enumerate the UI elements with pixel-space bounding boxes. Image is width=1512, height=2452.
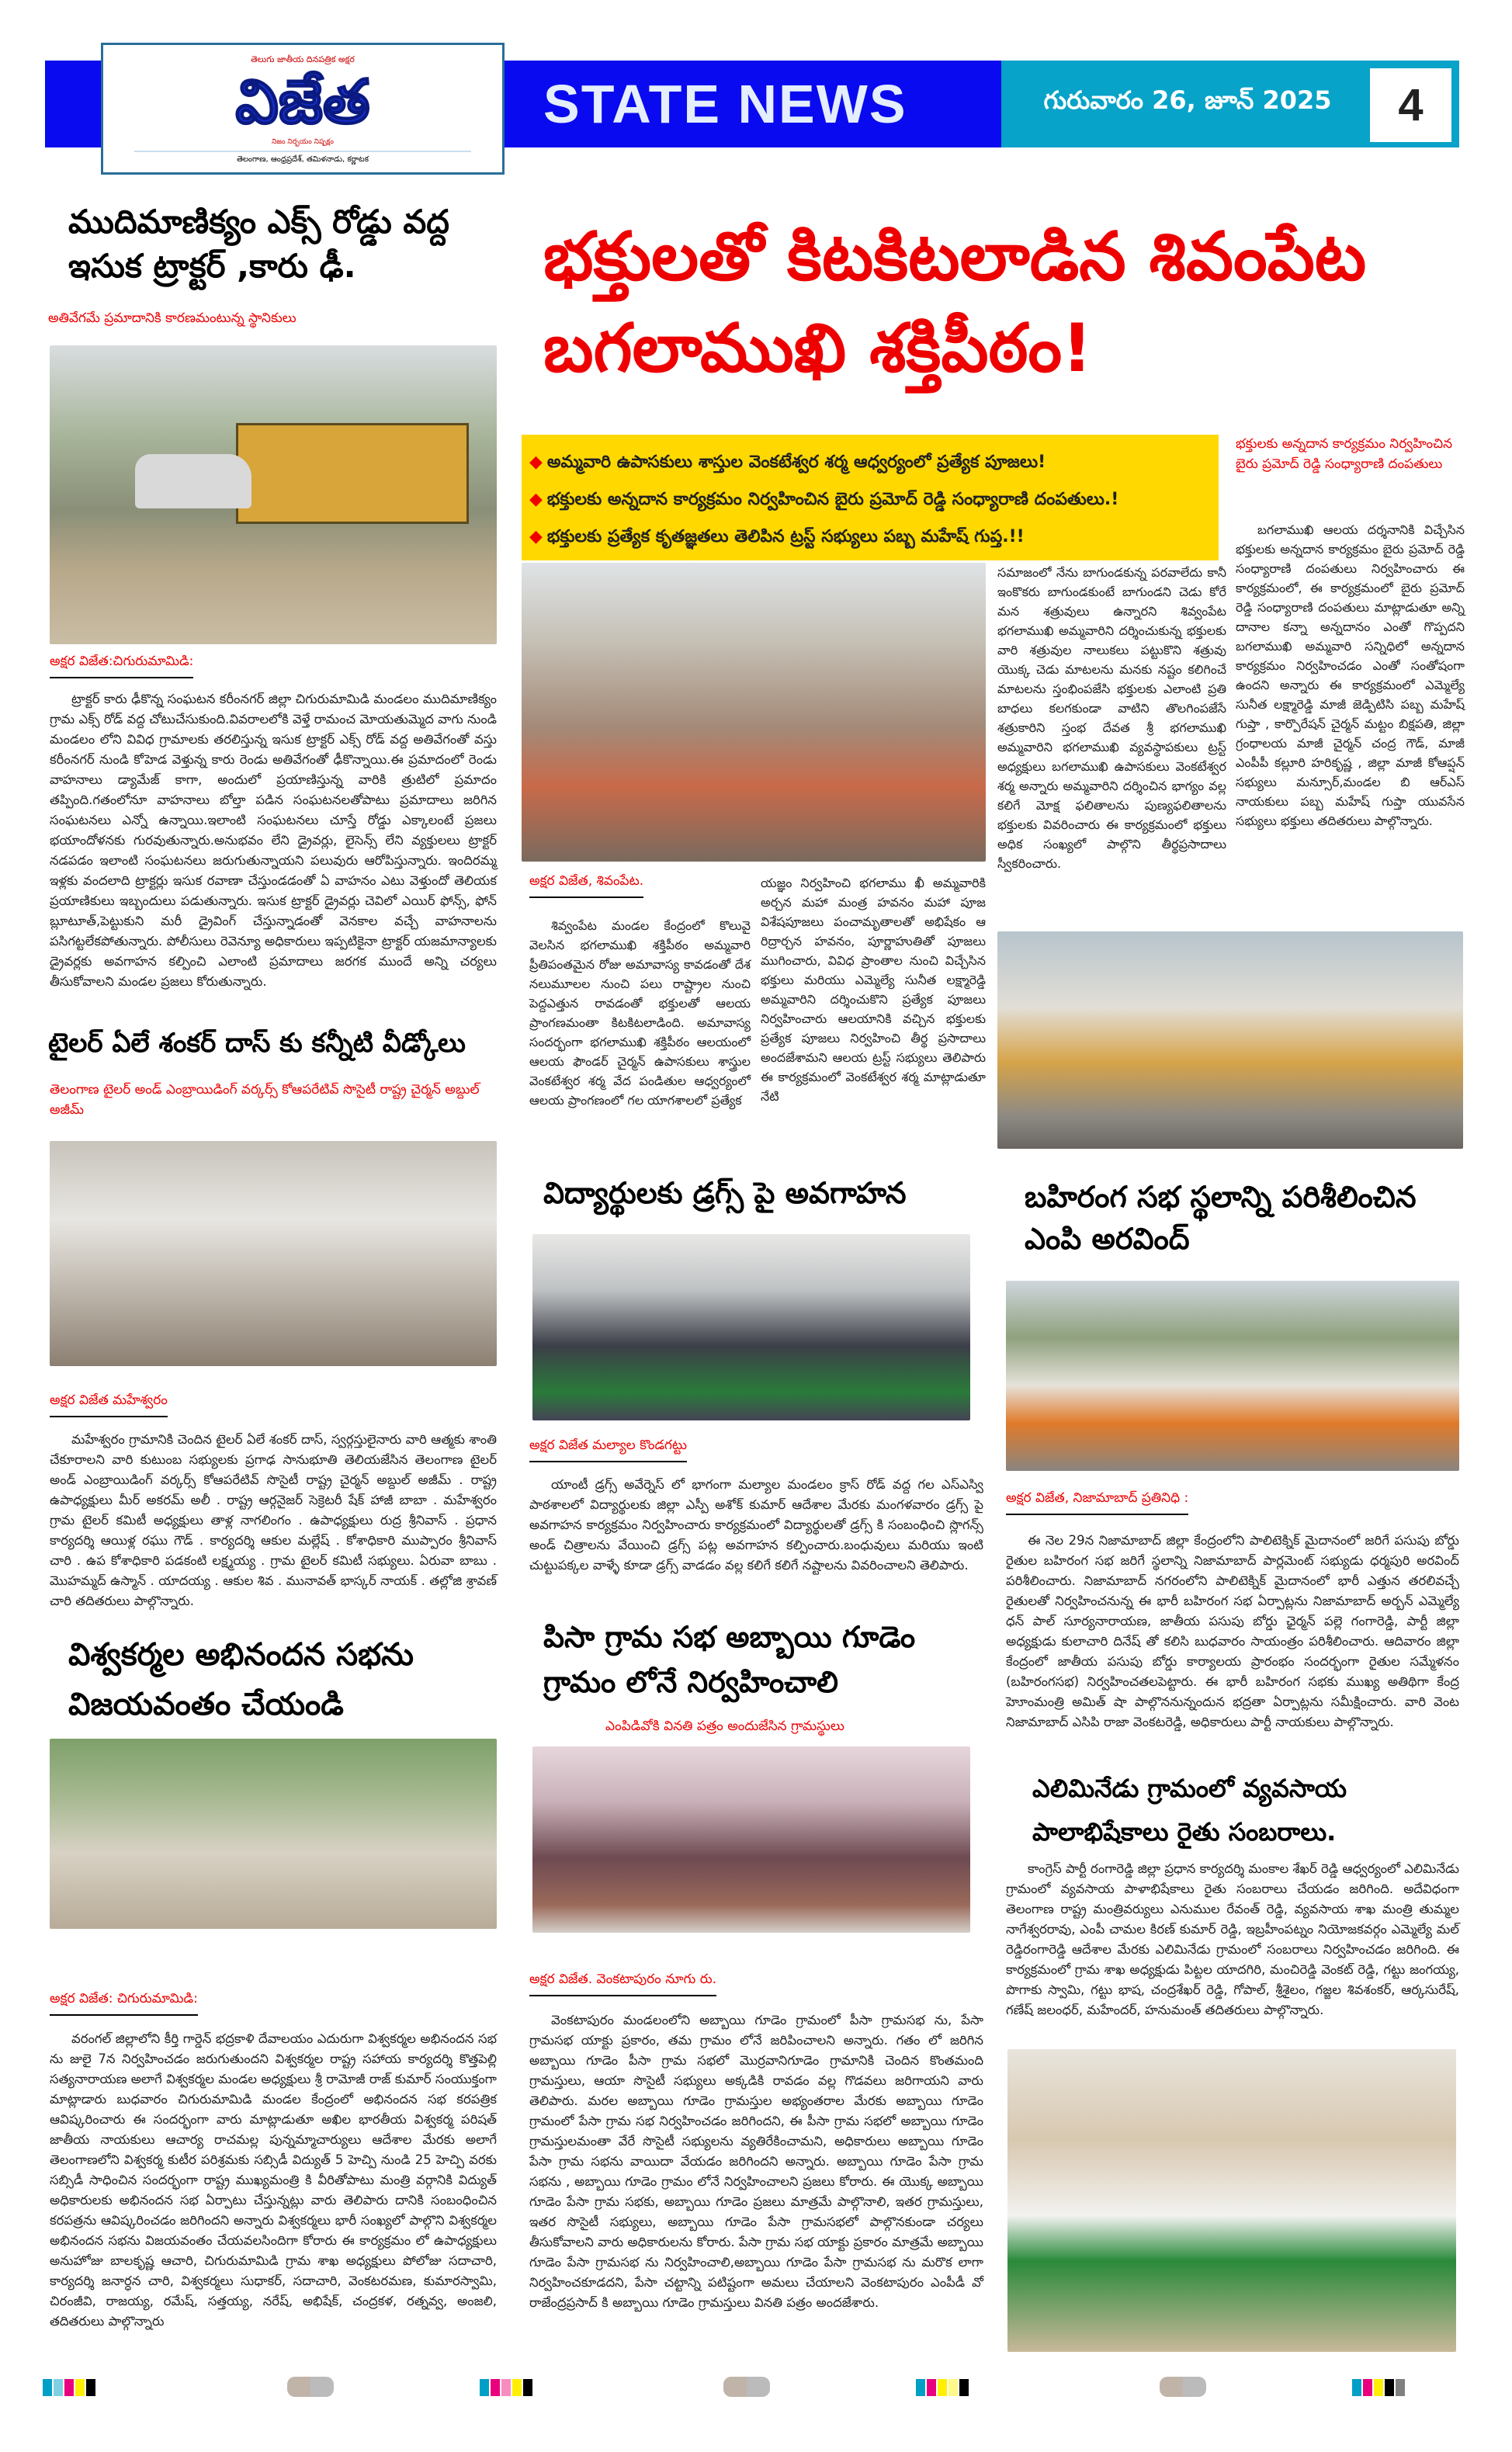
article-body: వరంగల్ జిల్లాలోని కీర్తి గార్డెన్ భద్రకాళి దేవాలయం ఎదురుగా విశ్వకర్మల అభినందన సభ ను జులై 7న నిర్వహించడం జరుగుతుందని విశ్వకర్మల రాష్ట్ర సహాయ కార్యదర్శి కొత్తపెల్లి సత్యనారాయణ అలాగే విశ్వకర్మల మండల అధ్యక్షులు శ్రీ రామోజీ రాజ్ కుమార్ సంయుక్తంగా మాట్లాడారు బుధవారం చిగురుమామిడి మండల కేంద్రంలో అభినందన సభ కరపత్రిక ఆవిష్కరించారు ఈ సందర్భంగా వారు మాట్లాడుతూ అఖిల భారతీయ విశ్వకర్మ పరిషత్ జాతీయ నాయకులు ఆచార్య రాచమల్ల పున్నమ్మాచార్యులు ఆదేశాల మేరకు అలాగే తెలంగాణలోని విశ్వకర్మ కుటీర పరిశ్రమకు సబ్సిడీ విద్యుత్ 5 హెచ్పి నుండి 25 హెచ్పి వరకు సబ్సిడీ సాధించిన సందర్భంగా రాష్ట్ర ముఖ్యమంత్రి కి వీరితోపాటు మంత్రి వర్గానికి విద్యుత్ అధికారులకు అభినందన సభ ఏర్పాటు చేస్తున్నట్లు వారు తెలిపారు దానికి సంబంధించిన కరపత్రను ఆవిష్కరించడం జరిగిందని అన్నారు విశ్వకర్మలు భారీ సంఖ్యలో పాల్గొని విశ్వకర్మల అభినందన సభను విజయవంతం చేయవలసిందిగా కోరారు ఈ కార్యక్రమం లో ఉపాధ్యక్షులు అనుహోజు బాలకృష్ణ ఆచారి, చిగురుమామిడి గ్రామ శాఖ అధ్యక్షులు పోలోజు సదాచారి, కార్యదర్శి జనార్ధన చారి, విశ్వకర్మలు సుధాకర్, సదాచారి, వెంకటరమణ, కుమారస్వామి, చిరంజీవి, రాజయ్య, రమేష్, సత్తయ్య, నరేష్, అభిషేక్, చంద్రకళ, రత్నవ్వ, అంజలి, తదితరులు పాల్గొన్నారు <box>50 2031 497 2329</box>
logo-tagline: తెలుగు జాతీయ దినపత్రిక అక్షర <box>251 54 355 64</box>
logo-slogan: నిజం నిర్భయం నిష్పక్షం <box>272 138 334 146</box>
registration-mark <box>1160 2377 1206 2397</box>
registration-mark <box>723 2377 770 2397</box>
article-body-col1: శివ్వంపేట మండల కేంద్రంలో కొలువై వెలసిన భగలాముఖి శక్తిపీఠం అమ్మవారి ప్రీతిపంతమైన రోజు అమావాస్య కావడంతో దేశ నలుమూలల నుంచి పలు రాష్ట్రాల నుంచి పెద్దఎత్తున రావడంతో భక్తులతో ఆలయ ప్రాంగణమంతా కిటకిటలాడింది. అమావాస్య సందర్భంగా భగలాముఖి శక్తిపీఠం ఆలయంలో ఆలయ ఫౌండర్ చైర్మన్ ఉపాసకులు శాస్త్రుల వెంకటేశ్వర శర్మ వేద పండితుల ఆధ్వర్యంలో ఆలయ ప్రాంగణంలో గల యాగశాలలో ప్రత్యేక <box>529 918 751 1108</box>
photo-mp-aravind-inspection <box>1006 1281 1459 1471</box>
car <box>135 454 251 508</box>
article-dateline: అక్షర విజేత:చిగురుమామిడి: <box>50 654 193 678</box>
page-number: 4 <box>1370 68 1451 142</box>
highlights-box <box>522 435 1219 560</box>
registration-color-bar <box>916 2379 969 2396</box>
article-headline: ముదిమాణిక్యం ఎక్స్ రోడ్డు వద్ద ఇసుక ట్రాక్టర్ ,కారు ఢీ. <box>68 203 449 285</box>
highlight-text: భక్తులకు అన్నదాన కార్యక్రమం నిర్వహించిన బైరు ప్రమోద్ రెడ్డి సంధ్యారాణి దంపతులు.! <box>546 490 1119 509</box>
article-subhead: అతివేగమే ప్రమాదానికి కారణమంటున్న స్థానికులు <box>48 310 297 326</box>
article-headline: టైలర్ ఏలే శంకర్ దాస్ కు కన్నీటి వీడ్కోలు <box>48 1028 466 1059</box>
article-body: ఈ నెల 29న నిజామాబాద్ జిల్లా కేంద్రంలోని పాలిటెక్నిక్ మైదానంలో జరిగే పసుపు బోర్డు రైతుల బహిరంగ సభ జరిగే స్థలాన్ని నిజామాబాద్ పార్లమెంట్ సభ్యుడు ధర్మపురి అరవింద్ పరిశీలించారు. నిజామాబాద్ నగరంలోని పాలిటెక్నిక్ మైదానంలో భారీ ఎత్తున తరలివచ్చే రైతులతో నిర్వహించనున్న ఈ భారీ బహిరంగ సభ ఏర్పాట్లను నిజామాబాద్ అర్బన్ ఎమ్మెల్యే ధన్ పాల్ సూర్యనారాయణ, జాతీయ పసుపు బోర్డు ఛైర్మన్ పల్లె గంగారెడ్డి, పార్టీ జిల్లా అధ్యక్షుడు కులాచారి దినేష్ తో కలిసి బుధవారం సాయంత్రం పరిశీలించారు. ఆదివారం జిల్లా కేంద్రంలో జాతీయ పసుపు బోర్డు కార్యాలయ ప్రారంభం సందర్భంగా రైతుల సమ్మేళనం (బహిరంగసభ) నిర్వహించతలపెట్టారు. ఈ భారీ బహిరంగ సభకు ముఖ్య అతిథిగా కేంద్ర హెూంమంత్రి అమిత్ షా పాల్గొననున్నందున భద్రతా ఏర్పాట్లను సమీక్షించారు. వారి వెంట నిజామాబాద్ ఎసిపి రాజా వెంకటరెడ్డి, అధికారులు పార్టీ నాయకులు పాల్గొన్నారు. <box>1006 1533 1459 1729</box>
article-subhead: తెలంగాణ టైలర్ అండ్ ఎంబ్రాయిడింగ్ వర్కర్స్ కోఆపరేటివ్ సొసైటీ రాష్ట్ర చైర్మన్ అబ్దుల్ అజీమ్ <box>50 1082 480 1118</box>
article-body: ట్రాక్టర్ కారు ఢీకొన్న సంఘటన కరీంనగర్ జిల్లా చిగురుమామిడి మండలం ముదిమాణిక్యం గ్రామ ఎక్స్ రోడ్ వద్ద చోటుచేసుకుంది.వివరాలలోకి వెళ్తే రామంచ మోయతుమ్మెద వాగు నుండి మండలం లోని వివిధ గ్రామాలకు తరలిస్తున్న ఇసుక ట్రాక్టర్ ఎక్స్ రోడ్ వద్ద అతివేగంతో వస్తు కరీంనగర్ నుండి కోహెడ వెళ్తున్న కారు రెండు అతివేగంతో ఢీకొన్నాయి.ఈ ప్రమాదంలో రెండు వాహనాలు డ్యామేజ్ కాగా, అందులో ప్రయాణిస్తున్న వారికి త్రుటిలో ప్రమాదం తప్పింది.గతంలోనూ వాహనాలు బోల్తా పడిన సంఘటనలతోపాటు ప్రమాదాలు జరిగిన సంఘటనలు ఎన్నో ఉన్నాయి.ఇలాంటి సంఘటనలు చూస్తే రోడ్డు ఎక్కాలంటే ప్రజలు భయాందోళనకు గురవుతున్నారు.అనుభవం లేని డ్రైవర్లు, లైసెన్స్ లేని వ్యక్తులలు ట్రాక్టర్ నడపడం ఇలాంటి సంఘటనలు జరుగుతున్నాయని పలువురు ఆరోపిస్తున్నారు. ఇందిరమ్మ ఇళ్లకు వందలాది ట్రాక్టర్లు ఇసుక రవాణా చేస్తుండడంతో ఏ వాహనం ఎటు వెళ్తుందో తెలియక ప్రయాణికులు ఇబ్బందులు పడుతున్నారు. ఇసుక ట్రాక్టర్ డ్రైవర్లు చెవిలో ఎయిర్ ఫోన్స్, ఫోన్ బ్లూటూత్,పెట్టుకుని మరీ డ్రైవింగ్ చేస్తున్నాడంతో వెనకాల వచ్చే వాహనాలను పసిగట్టలేకపోతున్నారు. పోలీసులు రెవెన్యూ అధికారులు ఇప్పటికైనా ట్రాక్టర్ యజమాన్యాలకు డ్రైవర్లకు అవగాహన కల్పించి ఎలాంటి ప్రమాదాలు జరగక ముందే అన్ని చర్యలు తీసుకోవాలని మండల ప్రజలు కోరుతున్నారు. <box>50 692 497 989</box>
article-body-col4: బగలాముఖి ఆలయ దర్శనానికి విచ్చేసిన భక్తులకు అన్నదాన కార్యక్రమం బైరు ప్రమోద్ రెడ్డి సంధ్యారాణి దంపతులు నిర్వహించారు ఈ కార్యక్రమంలో, ఈ కార్యక్రమంలో బైరు ప్రమోద్ రెడ్డి సంధ్యారాణి దంపతులు మాట్లాడుతూ అన్ని దానాల కన్నా అన్నదానం ఎంతో గొప్పదని బగలాముఖి అమ్మవారి సన్నిధిలో అన్నదాన కార్యక్రమం నిర్వహించడం ఎంతో సంతోషంగా ఉందని అన్నారు ఈ కార్యక్రమంలో ఎమ్మెల్యే సునీత లక్ష్మారెడ్డి మాజీ జెడ్పిటిసి పబ్బ మహేష్ గుప్తా , కార్పొరేషన్ చైర్మన్ మట్టం బిక్షపతి, జిల్లా గ్రంధాలయ మాజీ చైర్మన్ చంద్ర గౌడ్, మాజీ ఎంపీపీ కల్లూరి హరికృష్ణ , జిల్లా మాజీ కోఆప్షన్ సభ్యులు మన్సూర్,మండల బి ఆర్ఎస్ నాయకులు పబ్బ మహేష్ గుప్తా యువసేన సభ్యులు భక్తులు తదితరులు పాల్గొన్నారు. <box>1236 522 1465 828</box>
registration-color-bar <box>480 2379 532 2396</box>
article-dateline-wrap <box>529 1972 716 1996</box>
diamond-bullet-icon: ◆ <box>529 490 543 509</box>
registration-color-bar <box>43 2379 95 2396</box>
photo-tractor-car-accident <box>50 345 497 644</box>
photo-farmers-celebration <box>1007 2049 1456 2352</box>
highlight-item <box>529 481 1211 518</box>
photo-villagers-petition <box>532 1746 970 1933</box>
article-headline: విద్యార్థులకు డ్రగ్స్ పై అవగాహన <box>543 1176 907 1210</box>
article-dateline: అక్షర విజేత, నిజామాబాద్ ప్రతినిధి : <box>1006 1490 1188 1515</box>
registration-color-bar <box>1352 2379 1405 2396</box>
article-dateline-wrap <box>1006 1490 1188 1515</box>
article-headline: విశ్వకర్మల అభినందన సభను విజయవంతం చేయండి <box>68 1637 414 1722</box>
article-body-col3: సమాజంలో నేను బాగుండకున్న పరవాలేదు కానీ ఇంకొకరు బాగుండకుంటే బాగుండని చెడు కోరే మన శత్రువులు ఉన్నారని శివ్వంపేట భగలాముఖి అమ్మవారిని దర్శించుకున్న భక్తులకు వారి శత్రువుల నాలుకలు పట్టుకొని శత్రువు యొక్క చెడు మాటలను మనకు నష్టం కలిగించే మాటలను స్తంభింపజేసి భక్తులకు ఎలాంటి ప్రతి బాధలు కలగకుండా వాటిని తొలగింపజేసే శత్రుకారిని స్తంభ దేవత శ్రీ భగలాముఖి అమ్మవారిని భగలాముఖి వ్యవస్థాపకులు ట్రస్ట్ అధ్యక్షులు బగలాముఖి ఉపాసకులు వెంకటేశ్వర శర్మ అన్నారు అమ్మవారిని దర్శించిన భాగ్యం వల్ల కలిగే మోక్ష ఫలితాలను పుణ్యఫలితాలను భక్తులకు వివరించారు ఈ కార్యక్రమంలో భక్తులు అధిక సంఖ్యలో పాల్గొని తీర్థప్రసాదాలు స్వీకరించారు. <box>997 565 1226 871</box>
article-dateline: అక్షర విజేత మహేశ్వరం <box>50 1392 168 1417</box>
article-subhead: ఎంపిడివోకి వినతి పత్రం అందుజేసిన గ్రామస్థులు <box>605 1718 844 1734</box>
diamond-bullet-icon: ◆ <box>529 453 543 472</box>
article-body: యాంటీ డ్రగ్స్ అవేర్నెస్ లో భాగంగా మల్యాల మండలం క్రాస్ రోడ్ వద్ద గల ఎస్ఎస్వి పాఠశాలలో విద్యార్థులకు జిల్లా ఎస్పీ అశోక్ కుమార్ ఆదేశాల మేరకు మంగళవారం డ్రగ్స్ పై అవగాహన కార్యక్రమం నిర్వహించారు కార్యక్రమంలో విద్యార్థులతో డ్రగ్స్ కి సంబంధించి స్లొగన్స్ అండ్ చిత్రాలను వేయించి డ్రగ్స్ పట్ల అవగాహన కల్పించారు.బంధువులు మరియు ఇంటి చుట్టుపక్కల వాళ్ళే కూడా డ్రగ్స్ వాడడం వల్ల కలిగే కలిగే నష్టాలను వివరించాలని తెలిపారు. <box>529 1477 983 1573</box>
article-body: మహేశ్వరం గ్రామానికి చెందిన టైలర్ ఏలే శంకర్ దాస్, స్వర్గస్తులైనారు వారి ఆత్మకు శాంతి చేకూరాలని వారి కుటుంబ సభ్యులకు ప్రగాఢ సానుభూతి తెలియజేసిన తెలంగాణ టైలర్ అండ్ ఎంబ్రాయిడింగ్ వర్కర్స్ కోఆపరేటివ్ సొసైటీ రాష్ట్ర చైర్మన్ అబ్దుల్ అజీమ్ . రాష్ట్ర ఉపాధ్యక్షులు మీర్ అకరమ్ అలీ . రాష్ట్ర ఆర్గనైజర్ సెక్రెటరీ షేక్ హాజీ బాబా . మహేశ్వరం గ్రామ టైలర్ కమిటీ అధ్యక్షులు తాళ్ల నాగలింగం . ఉపాధ్యక్షులు రుద్ర శ్రీనివాస్ . ప్రధాన కార్యదర్శి ఆయిళ్ల రఘు గౌడ్ . కార్యదర్శి ఆకుల మల్లేష్ . కోశాధికారి ముప్పారం శ్రీనివాస్ చారి . ఉప కోశాధికారి పడకంటి లక్ష్మయ్య . గ్రామ టైలర్ కమిటీ సభ్యులు. ఏరువా బాబు . మొహమ్మద్ ఉస్మాన్ . యాదయ్య . ఆకుల శివ . మునావత్ భాస్కర్ నాయక్ . తల్లోజి శ్రావణ్ చారి తదితరులు పాల్గొన్నారు. <box>50 1432 497 1608</box>
article-dateline: అక్షర విజేత. వెంకటాపురం నూగు రు. <box>529 1972 716 1996</box>
article-dateline: అక్షర విజేత, శివంపేట. <box>529 873 643 898</box>
registration-mark <box>287 2377 334 2397</box>
article-dateline: అక్షర విజేత: చిగురుమామిడి: <box>50 1991 198 2016</box>
article-dateline-wrap <box>50 1991 198 2016</box>
article-dateline-wrap <box>529 1438 687 1462</box>
article-dateline-wrap <box>50 1392 168 1417</box>
article-body: కాంగ్రెస్ పార్టీ రంగారెడ్డి జిల్లా ప్రధాన కార్యదర్శి మంకాల శేఖర్ రెడ్డి ఆధ్వర్యంలో ఎలిమినేడు గ్రామంలో వ్యవసాయ పాళాభిషేకాలు రైతు సంబరాలు చేయడం జరిగింది. అదేవిధంగా తెలంగాణ రాష్ట్ర మంత్రివర్యులు ఎనుముల రేవంత్ రెడ్డి, వ్యవసాయ శాఖ మంత్రి తుమ్మల నాగేశ్వరరావు, ఎంపీ చామల కిరణ్ కుమార్ రెడ్డి, ఇబ్రహీంపట్నం నియోజకవర్గం ఎమ్మెల్యే మల్ రెడ్డిరంగారెడ్డి ఆదేశాల మేరకు ఎలిమినేడు గ్రామంలో సంబరాలు నిర్వహించడం జరిగింది. ఈ కార్యక్రమంలో గ్రామ శాఖ అధ్యక్షుడు పిట్టల యాదగిరి, మంచిరెడ్డి వెంకట్ రెడ్డి, గట్టు జంగయ్య, పొగాకు స్వామి, గట్టు భాష, చంద్రశేఖర్ రెడ్డి, గోపాల్, శ్రీశైలం, గజ్జల శివశంకర్, ఆర్కసురేష్, గణేష్ జలంధర్, మహేందర్, హనుమంత్ తదితరులు పాల్గొన్నారు. <box>1006 1861 1459 2017</box>
photo-temple-annadanam <box>522 563 986 862</box>
issue-date: గురువారం 26, జూన్ 2025 <box>1043 85 1332 115</box>
photo-pamphlet-release <box>50 1739 497 1929</box>
article-dateline-wrap <box>50 654 193 678</box>
section-title: STATE NEWS <box>543 74 907 134</box>
logo-name: విజేత <box>235 68 370 137</box>
article-body-col2: యజ్ఞం నిర్వహించి భగలాము ఖీ అమ్మవారికి అర్చన మహా మంత్ర హవనం మహా పూజ విశేషపూజలు పంచామృతాలతో అభిషేకం ఆ రిద్రార్చన హవనం, పూర్ణాహుతితో పూజలు ముగించారు, వివిధ ప్రాంతాల నుంచి విచ్చేసిన భక్తులు మరియు ఎమ్మెల్యే సునీత లక్ష్మారెడ్డి అమ్మవారిని దర్శించుకొని ప్రత్యేక పూజలు నిర్వహించారు ఆలయానికి వచ్చిన భక్తులకు ప్రత్యేక పూజలు నిర్వహించి తీర్థ ప్రసాదాలు అందజేశామని ఆలయ ట్రస్ట్ సభ్యులు తెలిపారు ఈ కార్యక్రమంలో వెంకటేశ్వర శర్మ మాట్లాడుతూ నేటి <box>761 876 986 1104</box>
masthead-logo <box>101 43 505 175</box>
article-body: వెంకటాపురం మండలంలోని అబ్బాయి గూడెం గ్రామంలో పీసా గ్రామసభ ను, పేసా గ్రామసభ యాక్టు ప్రకారం, తమ గ్రామం లోనే జరిపించాలని అన్నారు. గతం లో జరిగిన అబ్బాయి గూడెం పీసా గ్రామ సభలో మొర్రవానిగూడెం గ్రామానికి చెందిన కొంతమంది గ్రామస్తులు, ఆయా సొసైటీ సభ్యులు అక్కడికి రావడం వల్ల గొడవలు జరిగాయని వారు తెలిపారు. మరల అబ్బాయి గూడెం గ్రామస్తుల అభ్యంతరాల మేరకు అబ్బాయి గూడెం గ్రామంలో పేసా గ్రామ సభ నిర్వహించడం జరిగిందని, ఈ పీసా గ్రామ సభలో అబ్బాయి గూడెం గ్రామస్తులమంతా వేరే సొసైటీ సభ్యులను వ్యతిరేకించామని, అధికారులు అబ్బాయి గూడెం పేసా గ్రామ సభను వాయిదా వేయడం జరిగిందని అన్నారు. అబ్బాయి గూడెం పేసా గ్రామ సభను , అబ్బాయి గూడెం గ్రామం లోనే నిర్వహించాలని ప్రజలు కోరారు. ఈ యొక్క అబ్బాయి గూడెం పేసా గ్రామ సభకు, అబ్బాయి గూడెం ప్రజలు మాత్రమే పాల్గొనాలి, ఇతర గ్రామస్తులు, ఇతర సొసైటీ సభ్యులు, అబ్బాయి గూడెం పేసా గ్రామసభలో పాల్గొనకుండా చర్యలు తీసుకోవాలని వారు అధికారులను కోరారు. పేసా గ్రామ సభ యాక్టు ప్రకారం మాత్రమే అబ్బాయి గూడెం పేసా గ్రామసభ ను నిర్వహించాలి,అబ్బాయి గూడెం పేసా గ్రామసభ ను మరొక లాగా నిర్వహించకూడదని, పేసా చట్టాన్ని పటిష్టంగా అమలు చేయాలని వెంకటాపురం ఎంపీడీ వో రాజేంద్రప్రసాద్ కి అబ్బాయి గూడెం గ్రామస్తులు వినతి పత్రం అందజేశారు. <box>529 2013 983 2310</box>
highlight-text: అమ్మవారి ఉపాసకులు శాస్తుల వెంకటేశ్వర శర్మ ఆధ్వర్యంలో ప్రత్యేక పూజలు! <box>546 453 1046 472</box>
highlight-item <box>529 444 1211 481</box>
photo-devotees-leaders <box>997 931 1463 1149</box>
logo-states: తెలంగాణ, ఆంధ్రప్రదేశ్, తమిళనాడు, కర్ణాటక <box>134 151 471 165</box>
tractor-trolley <box>236 423 469 524</box>
highlight-text: భక్తులకు ప్రత్యేక కృతజ్ఞతలు తెలిపిన ట్రస్ట్ సభ్యులు పబ్బ మహేష్ గుప్త.!! <box>546 527 1025 546</box>
highlight-item <box>529 518 1211 556</box>
photo-condolence-gathering <box>50 1141 497 1366</box>
article-headline: ఎలిమినేడు గ్రామంలో వ్యవసాయ పాలాభిషేకాలు రైతు సంబరాలు. <box>1032 1774 1347 1847</box>
article-dateline-wrap <box>529 873 643 898</box>
photo-drugs-awareness <box>532 1234 970 1420</box>
main-headline: భక్తులతో కిటకిటలాడిన శివంపేట బగలాముఖి శక్తిపీఠం! <box>543 218 1367 387</box>
article-headline: బహిరంగ సభ స్థలాన్ని పరిశీలించిన ఎంపి అరవింద్ <box>1025 1180 1417 1256</box>
article-headline: పిసా గ్రామ సభ అబ్బాయి గూడెం గ్రామం లోనే నిర్వహించాలి <box>543 1620 916 1699</box>
side-subhead: భక్తులకు అన్నదాన కార్యక్రమం నిర్వహించిన బైరు ప్రమోద్ రెడ్డి సంధ్యారాణి దంపతులు <box>1236 436 1453 472</box>
article-dateline: అక్షర విజేత మల్యాల కొండగట్టు <box>529 1438 687 1462</box>
diamond-bullet-icon: ◆ <box>529 527 543 546</box>
